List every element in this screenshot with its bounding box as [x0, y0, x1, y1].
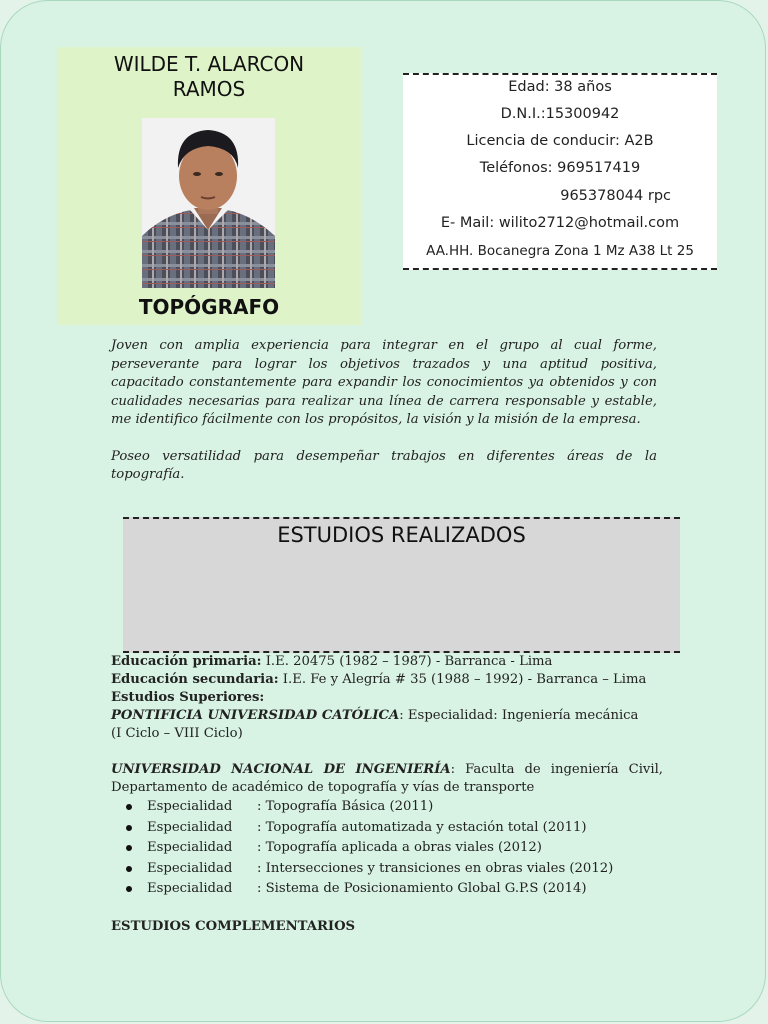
phone-text: Teléfonos: 969517419 [479, 160, 641, 176]
bullet-icon [126, 886, 132, 892]
bullet-icon [126, 866, 132, 872]
studies-header-box [123, 517, 680, 653]
profile-photo [142, 118, 275, 288]
complementary-studies-heading: ESTUDIOS COMPLEMENTARIOS [111, 919, 356, 934]
name-panel [57, 47, 361, 325]
secondary-label: Educación secundaria: [111, 672, 279, 687]
primary-label: Educación primaria: [111, 654, 262, 669]
contact-info-box [403, 73, 717, 270]
bullet-icon [126, 845, 132, 851]
list-item: Especialidad : Sistema de Posicionamiento Global G.P.S (2014) [111, 879, 663, 900]
email-text: E- Mail: wilito2712@hotmail.com [440, 215, 680, 231]
age-text: Edad: 38 años [508, 79, 612, 95]
bullet-icon [126, 804, 132, 810]
phone-secondary-text: 965378044 rpc [560, 188, 671, 204]
name-line-2: RAMOS [172, 77, 246, 101]
secondary-value: I.E. Fe y Alegría # 35 (1988 – 1992) - Barranca – Lima [278, 672, 647, 687]
primary-education [111, 653, 663, 671]
pucp-entry [111, 707, 663, 725]
dni-text: D.N.I.:15300942 [500, 106, 620, 122]
uni-detail: : Faculta de ingeniería Civil, Departamento de académico de topografía y vías de transporte [111, 762, 663, 795]
primary-value: I.E. 20475 (1982 – 1987) - Barranca - Lima [261, 654, 553, 669]
specialty-list [111, 797, 663, 900]
bullet-icon [126, 825, 132, 831]
education-section [111, 653, 663, 900]
profile-paragraph-1: Joven con amplia experiencia para integrar en el grupo al cual forme, perseverante para lograr los objetivos trazados y una aptitud positiva, capacitado constantemente para expandir los conocimientos ya obtenidos y con cualidades necesarias para realizar una línea de carrera responsable y estable, me identifico fácilmente con los propósitos, la visión y la misión de la empresa. [111, 338, 657, 427]
profile-paragraph-2: Poseo versatilidad para desempeñar trabajos en diferentes áreas de la topografía. [111, 448, 657, 482]
list-item: Especialidad : Topografía aplicada a obras viales (2012) [111, 838, 663, 859]
uni-name: UNIVERSIDAD NACIONAL DE INGENIERÍA [111, 762, 451, 777]
pucp-detail: : Especialidad: Ingeniería mecánica [399, 708, 639, 723]
uni-entry [111, 761, 663, 797]
list-item: Especialidad : Intersecciones y transiciones en obras viales (2012) [111, 859, 663, 880]
higher-label: Estudios Superiores: [111, 690, 265, 705]
pucp-name: PONTIFICIA UNIVERSIDAD CATÓLICA [111, 708, 400, 723]
profile-summary [111, 337, 657, 503]
studies-title: ESTUDIOS REALIZADOS [277, 523, 526, 547]
higher-education-heading [111, 689, 663, 707]
list-item: Especialidad : Topografía automatizada y estación total (2011) [111, 818, 663, 839]
pucp-cycle: (I Ciclo – VIII Ciclo) [111, 726, 243, 741]
job-title: TOPÓGRAFO [138, 295, 280, 319]
address-text: AA.HH. Bocanegra Zona 1 Mz A38 Lt 25 [426, 243, 694, 259]
name-line-1: WILDE T. ALARCON [113, 52, 305, 76]
list-item: Especialidad : Topografía Básica (2011) [111, 797, 663, 818]
secondary-education [111, 671, 663, 689]
license-text: Licencia de conducir: A2B [466, 133, 654, 149]
candidate-name [57, 47, 361, 102]
